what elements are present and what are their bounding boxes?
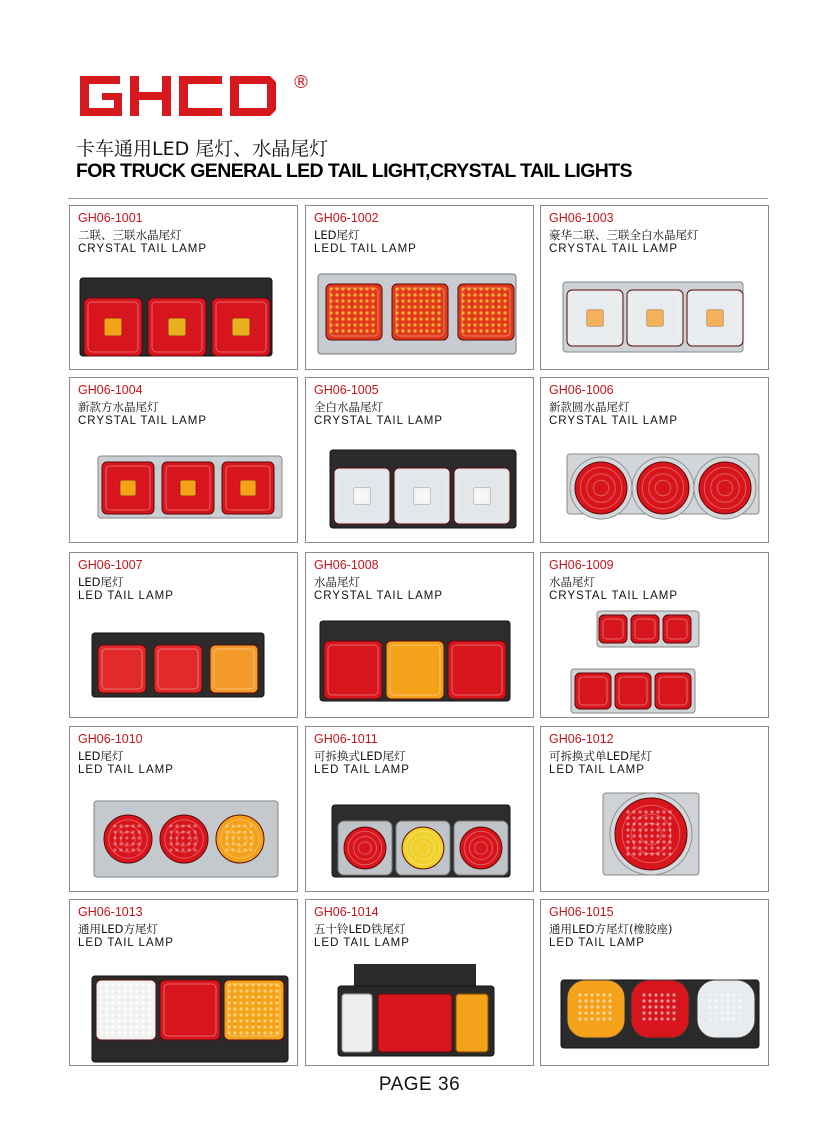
product-code: GH06-1004: [78, 383, 143, 397]
product-name-cn: LED尾灯: [314, 228, 360, 242]
product-card: [305, 205, 534, 370]
product-code: GH06-1012: [549, 732, 614, 746]
product-name-en: CRYSTAL TAIL LAMP: [549, 590, 679, 602]
product-name-cn: 可拆换式LED尾灯: [314, 749, 406, 763]
product-name-cn: 豪华二联、三联全白水晶尾灯: [549, 228, 699, 242]
product-name-en: LED TAIL LAMP: [549, 764, 645, 776]
product-card: [540, 205, 769, 370]
product-code: GH06-1006: [549, 383, 614, 397]
product-code: GH06-1011: [314, 732, 378, 746]
product-card: [305, 552, 534, 718]
product-card: [305, 377, 534, 543]
product-card: [540, 899, 769, 1066]
product-code: GH06-1007: [78, 558, 143, 572]
product-name-en: LEDL TAIL LAMP: [314, 243, 417, 255]
product-code: GH06-1008: [314, 558, 379, 572]
product-card: [69, 726, 298, 892]
product-name-en: LED TAIL LAMP: [78, 590, 174, 602]
product-name-en: LED TAIL LAMP: [78, 764, 174, 776]
product-card: [69, 552, 298, 718]
product-name-en: LED TAIL LAMP: [549, 937, 645, 949]
product-card: [540, 377, 769, 543]
product-name-cn: 二联、三联水晶尾灯: [78, 228, 182, 242]
product-name-en: CRYSTAL TAIL LAMP: [314, 415, 444, 427]
product-name-cn: 可拆换式单LED尾灯: [549, 749, 653, 763]
product-name-en: CRYSTAL TAIL LAMP: [549, 243, 679, 255]
product-code: GH06-1001: [78, 211, 143, 225]
product-code: GH06-1002: [314, 211, 379, 225]
product-code: GH06-1003: [549, 211, 614, 225]
product-name-cn: 新款方水晶尾灯: [78, 400, 159, 414]
product-name-cn: 五十铃LED铁尾灯: [314, 922, 406, 936]
product-name-cn: 通用LED方尾灯: [78, 922, 159, 936]
product-name-cn: LED尾灯: [78, 749, 124, 763]
product-name-cn: 水晶尾灯: [314, 575, 360, 589]
page-number: PAGE 36: [378, 1074, 461, 1095]
product-name-cn: LED尾灯: [78, 575, 124, 589]
product-card: [540, 552, 769, 718]
product-code: GH06-1005: [314, 383, 379, 397]
product-card: [69, 899, 298, 1066]
product-name-cn: 水晶尾灯: [549, 575, 595, 589]
product-code: GH06-1014: [314, 905, 379, 919]
product-name-en: CRYSTAL TAIL LAMP: [78, 415, 208, 427]
product-code: GH06-1013: [78, 905, 143, 919]
product-name-en: CRYSTAL TAIL LAMP: [78, 243, 208, 255]
product-name-en: LED TAIL LAMP: [314, 937, 410, 949]
catalog-title-en: FOR TRUCK GENERAL LED TAIL LIGHT,CRYSTAL TAIL LIGHTS: [76, 160, 632, 182]
product-card: [540, 726, 769, 892]
product-card: [69, 377, 298, 543]
product-name-cn: 新款圆水晶尾灯: [549, 400, 630, 414]
product-code: GH06-1010: [78, 732, 143, 746]
product-name-cn: 通用LED方尾灯(橡胶座): [549, 922, 673, 936]
product-code: GH06-1015: [549, 905, 614, 919]
catalog-title-cn: 卡车通用LED 尾灯、水晶尾灯: [76, 138, 329, 160]
product-name-en: CRYSTAL TAIL LAMP: [549, 415, 679, 427]
product-name-en: CRYSTAL TAIL LAMP: [314, 590, 444, 602]
product-card: [69, 205, 298, 370]
product-name-cn: 全白水晶尾灯: [314, 400, 383, 414]
product-card: [305, 899, 534, 1066]
product-code: GH06-1009: [549, 558, 614, 572]
product-name-en: LED TAIL LAMP: [78, 937, 174, 949]
product-card: [305, 726, 534, 892]
registered-mark: ®: [292, 72, 310, 93]
product-name-en: LED TAIL LAMP: [314, 764, 410, 776]
